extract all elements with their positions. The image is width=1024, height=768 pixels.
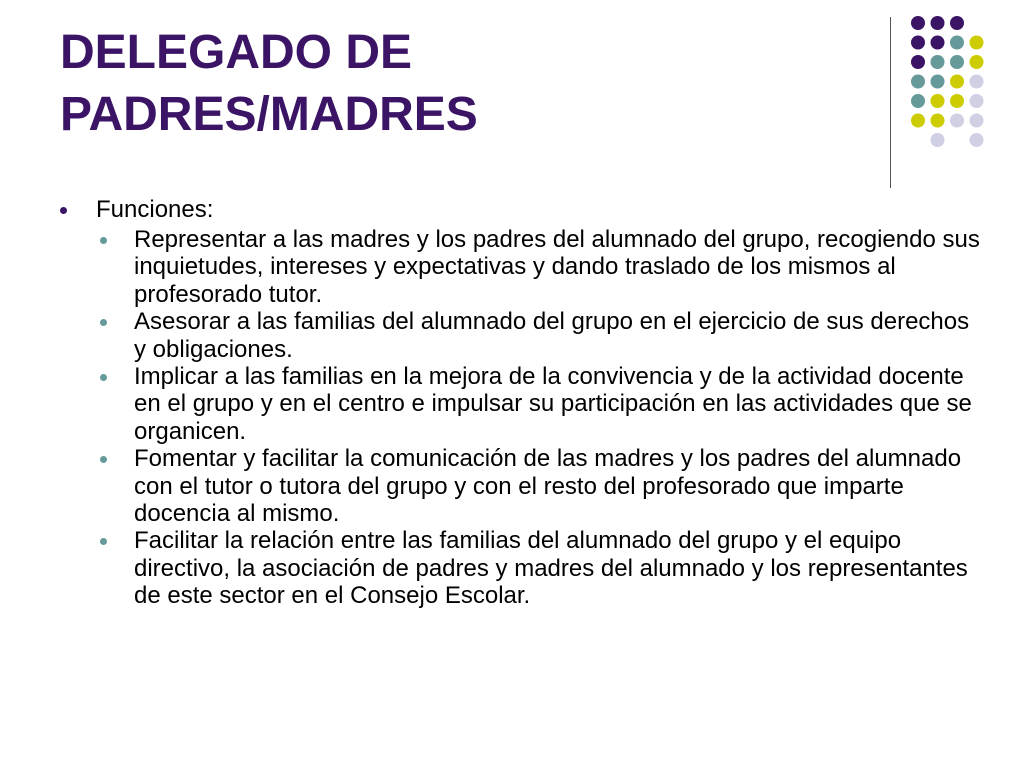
- decorative-dot-grid: [0, 0, 1024, 200]
- sub-bullet-dot-icon: [100, 374, 107, 381]
- title-line-2: PADRES/MADRES: [60, 88, 478, 141]
- decorative-dot: [911, 36, 925, 50]
- decorative-dot: [970, 94, 984, 108]
- decorative-dot: [950, 75, 964, 89]
- sub-bullet-dot-icon: [100, 538, 107, 545]
- sub-bullet-item: [60, 445, 980, 527]
- sub-bullet-item: [60, 363, 980, 445]
- decorative-dot: [950, 114, 964, 128]
- decorative-dot: [911, 75, 925, 89]
- title-line-1: DELEGADO DE: [60, 26, 413, 79]
- sub-bullet-text: Fomentar y facilitar la comunicación de las madres y los padres del alumnado con el tutor o tutora del grupo y con el resto del profesorado que imparte docencia al mismo.: [134, 445, 962, 528]
- decorative-dot: [911, 94, 925, 108]
- sub-bullet-list: [60, 226, 980, 610]
- decorative-dot: [950, 94, 964, 108]
- body-content: [60, 196, 980, 610]
- decorative-dot: [970, 114, 984, 128]
- sub-bullet-dot-icon: [100, 237, 107, 244]
- decorative-dot: [931, 16, 945, 30]
- sub-bullet-text: Facilitar la relación entre las familias del alumnado del grupo y el equipo directivo, la asociación de padres y madres del alumnado y los representantes de este sector en el Consejo Escolar.: [134, 527, 968, 610]
- decorative-dot: [911, 16, 925, 30]
- bullet-level1-text: Funciones:: [96, 196, 214, 223]
- decorative-dot: [931, 55, 945, 69]
- sub-bullet-text: Implicar a las familias en la mejora de la convivencia y de la actividad docente en el grupo y en el centro e impulsar su participación en las actividades que se organicen.: [134, 363, 972, 445]
- decorative-dot: [931, 75, 945, 89]
- sub-bullet-item: [60, 527, 980, 609]
- decorative-dot: [931, 36, 945, 50]
- decorative-dot: [950, 36, 964, 50]
- decorative-dot: [950, 55, 964, 69]
- decorative-dot: [970, 133, 984, 147]
- decorative-dot: [931, 114, 945, 128]
- decorative-dot: [970, 36, 984, 50]
- decorative-dot: [950, 16, 964, 30]
- sub-bullet-item: [60, 308, 980, 363]
- bullet-dot-icon: [60, 207, 67, 214]
- bullet-level1: [60, 196, 980, 224]
- decorative-dot: [970, 55, 984, 69]
- sub-bullet-dot-icon: [100, 319, 107, 326]
- decorative-dot: [931, 133, 945, 147]
- sub-bullet-text: Asesorar a las familias del alumnado del grupo en el ejercicio de sus derechos y obligaciones.: [134, 308, 970, 363]
- decorative-dot: [911, 55, 925, 69]
- sub-bullet-dot-icon: [100, 456, 107, 463]
- sub-bullet-text: Representar a las madres y los padres del alumnado del grupo, recogiendo sus inquietudes, intereses y expectativas y dando traslado de los mismos al profesorado tutor.: [134, 226, 980, 308]
- decorative-dot: [911, 114, 925, 128]
- decorative-dot: [931, 94, 945, 108]
- sub-bullet-item: [60, 226, 980, 308]
- decorative-dot: [970, 75, 984, 89]
